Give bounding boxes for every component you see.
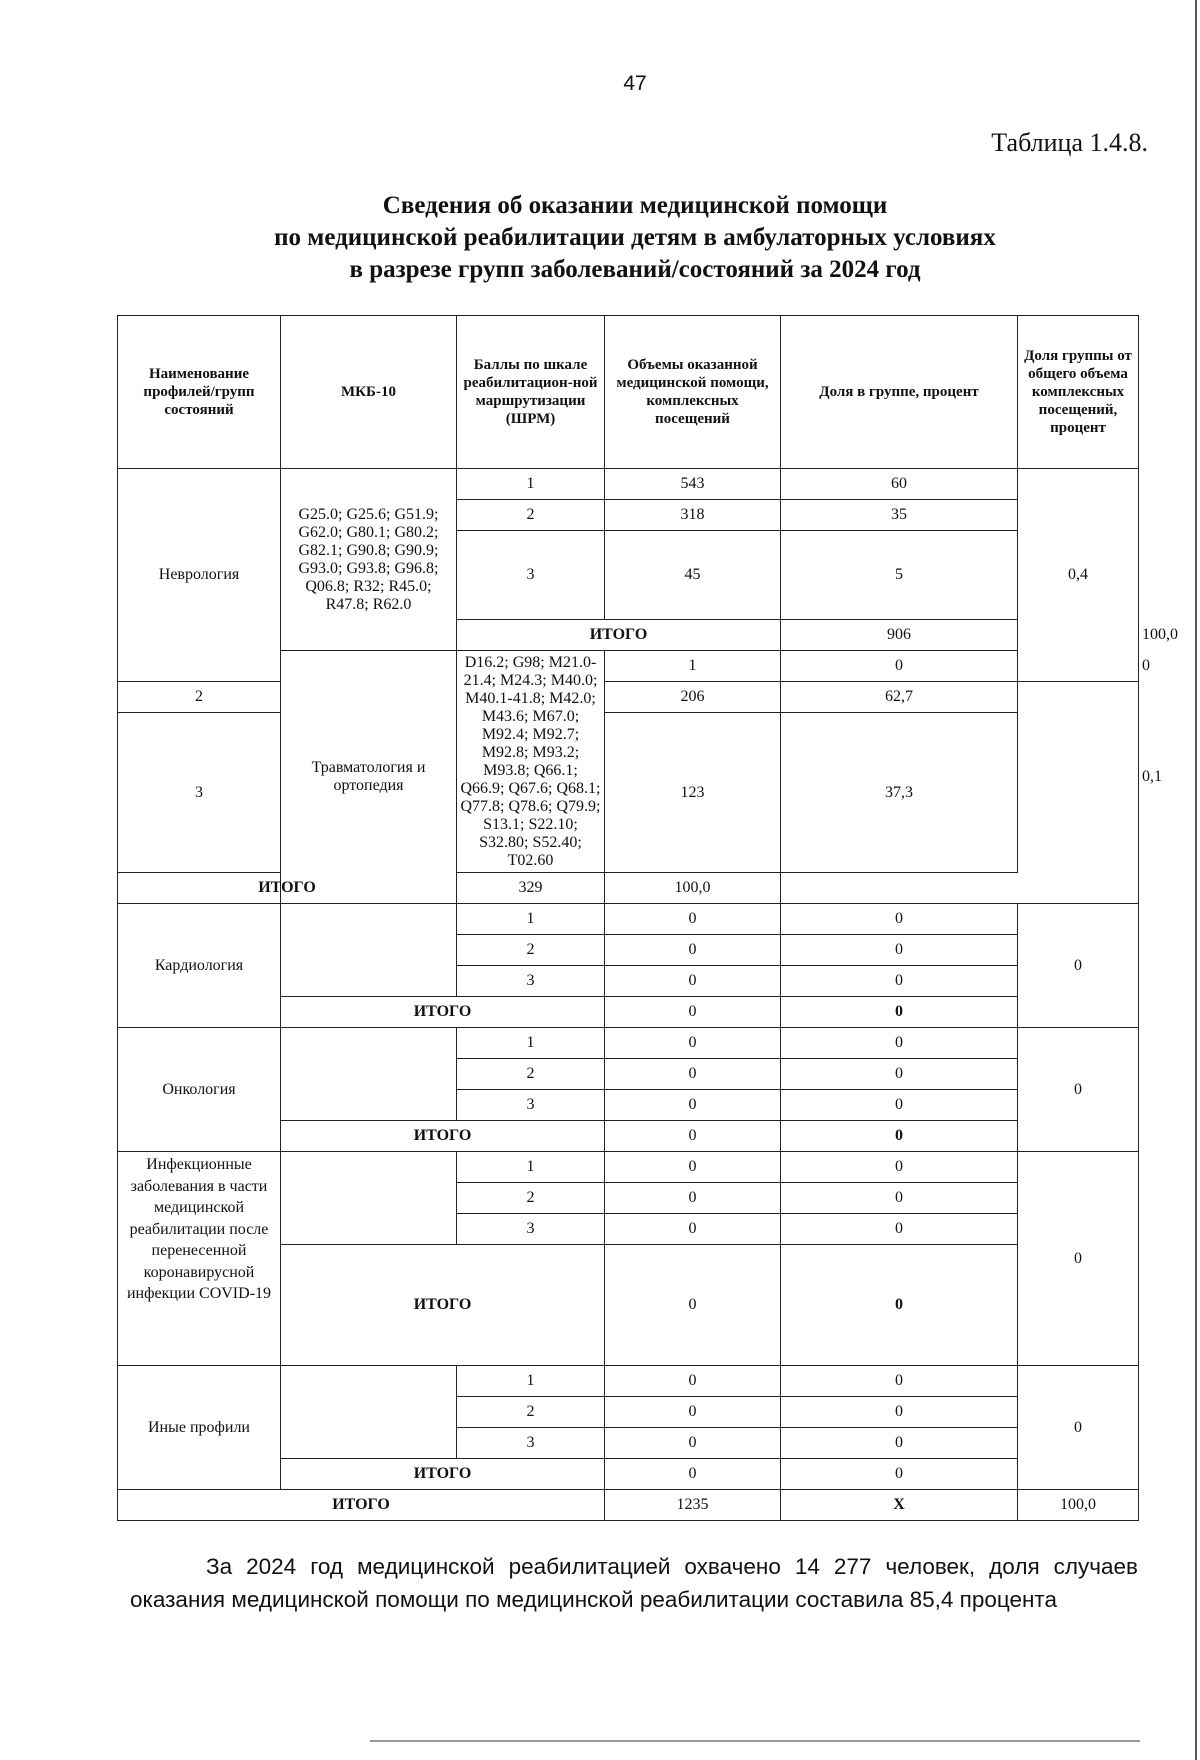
volume-cell: 45 bbox=[605, 531, 781, 620]
title-line-1: Сведения об оказании медицинской помощи bbox=[382, 192, 888, 219]
group-codes-other bbox=[281, 1366, 457, 1459]
document-title bbox=[100, 190, 1170, 286]
header-profile: Наименование профилей/групп состояний bbox=[118, 316, 281, 469]
volume-cell: 0 bbox=[605, 1028, 781, 1059]
share-cell: 0 bbox=[781, 935, 1018, 966]
header-share-group: Доля в группе, процент bbox=[781, 316, 1018, 469]
table-row bbox=[118, 469, 1139, 500]
title-line-3: в разрезе групп заболеваний/состояний за 2024 год bbox=[349, 256, 921, 283]
group-name-neurology: Неврология bbox=[118, 469, 281, 682]
header-mkb: МКБ-10 bbox=[281, 316, 457, 469]
footer-rule bbox=[370, 1740, 1140, 1742]
header-volume: Объемы оказанной медицинской помощи, комплексных посещений bbox=[605, 316, 781, 469]
itogo-label: ИТОГО bbox=[281, 997, 605, 1028]
volume-cell: 0 bbox=[781, 651, 1018, 682]
itogo-label: ИТОГО bbox=[281, 1459, 605, 1490]
total-volume-cell: 329 bbox=[457, 873, 605, 904]
total-volume-cell: 906 bbox=[781, 620, 1018, 651]
share-cell: 60 bbox=[781, 469, 1018, 500]
table-header-row bbox=[118, 316, 1139, 469]
volume-cell: 318 bbox=[605, 500, 781, 531]
volume-cell: 543 bbox=[605, 469, 781, 500]
volume-cell: 0 bbox=[605, 1397, 781, 1428]
score-cell: 1 bbox=[457, 1366, 605, 1397]
grand-total-group-share: 100,0 bbox=[1018, 1490, 1139, 1521]
table-row bbox=[118, 1366, 1139, 1397]
total-share-cell: 100,0 bbox=[605, 873, 781, 904]
group-share-other: 0 bbox=[1018, 1366, 1139, 1490]
share-cell: 0 bbox=[781, 1090, 1018, 1121]
share-cell: 0 bbox=[781, 1028, 1018, 1059]
score-cell: 3 bbox=[118, 713, 281, 873]
total-volume-cell: 0 bbox=[605, 1245, 781, 1366]
score-cell: 1 bbox=[457, 1028, 605, 1059]
itogo-label: ИТОГО bbox=[457, 620, 781, 651]
score-cell: 3 bbox=[457, 1090, 605, 1121]
share-cell: 35 bbox=[781, 500, 1018, 531]
header-share-total: Доля группы от общего объема комплексных посещений, процент bbox=[1018, 316, 1139, 469]
group-codes-cardiology bbox=[281, 904, 457, 997]
total-volume-cell: 0 bbox=[605, 997, 781, 1028]
score-cell: 1 bbox=[457, 469, 605, 500]
score-cell: 1 bbox=[457, 1152, 605, 1183]
volume-cell: 0 bbox=[605, 1090, 781, 1121]
volume-cell: 0 bbox=[605, 1366, 781, 1397]
share-cell: 0 bbox=[781, 1366, 1018, 1397]
header-shrm: Баллы по шкале реабилитацион-ной маршрутизации (ШРМ) bbox=[457, 316, 605, 469]
volume-cell: 206 bbox=[605, 682, 781, 713]
table-row-total: ИТОГО 906 100,0 bbox=[118, 620, 1139, 651]
itogo-label: ИТОГО bbox=[281, 1245, 605, 1366]
closing-paragraph: За 2024 год медицинской реабилитацией охвачено 14 277 человек, доля случаев оказания медицинской помощи по медицинской реабилитации составила 85,4 процента bbox=[130, 1554, 1138, 1612]
volume-cell: 0 bbox=[605, 966, 781, 997]
score-cell: 2 bbox=[457, 1183, 605, 1214]
itogo-label: ИТОГО bbox=[118, 873, 457, 904]
table-row bbox=[118, 1028, 1139, 1059]
group-share-covid: 0 bbox=[1018, 1152, 1139, 1366]
share-cell: 5 bbox=[781, 531, 1018, 620]
score-cell: 1 bbox=[457, 904, 605, 935]
table-row: Травматология и ортопедия D16.2; G98; M21.0-21.4; M24.3; M40.0; M40.1-41.8; M42.0; M43.6; M67.0; M92.4; M92.7; M92.8; M93.2; M93.8; Q66.1; Q66.9; Q67.6; Q68.1; Q77.8; Q78.6; Q79.9; S13.1; S22.10; S32.80; S52.40; T02.60 1 0 0 0,1 bbox=[118, 651, 1139, 682]
volume-cell: 0 bbox=[605, 1183, 781, 1214]
score-cell: 3 bbox=[457, 966, 605, 997]
score-cell: 2 bbox=[457, 1397, 605, 1428]
total-share-cell: 0 bbox=[781, 1459, 1018, 1490]
page-edge-line bbox=[1195, 0, 1197, 1760]
table-row-total bbox=[118, 873, 1139, 904]
page-number: 47 bbox=[623, 72, 647, 95]
rehabilitation-table bbox=[117, 315, 1178, 1521]
group-share-neurology: 0,4 bbox=[1018, 469, 1139, 682]
group-name-cardiology: Кардиология bbox=[118, 904, 281, 1028]
table-label: Таблица 1.4.8. bbox=[991, 128, 1148, 157]
total-volume-cell: 0 bbox=[605, 1121, 781, 1152]
score-cell: 3 bbox=[457, 1428, 605, 1459]
table-row-grand-total bbox=[118, 1490, 1139, 1521]
grand-total-volume: 1235 bbox=[605, 1490, 781, 1521]
volume-cell: 0 bbox=[605, 1428, 781, 1459]
group-codes-neurology: G25.0; G25.6; G51.9; G62.0; G80.1; G80.2; G82.1; G90.8; G90.9; G93.0; G93.8; G96.8; Q06.8; R32; R45.0; R47.8; R62.0 bbox=[281, 469, 457, 651]
title-line-2: по медицинской реабилитации детям в амбулаторных условиях bbox=[274, 224, 996, 251]
group-share-cardiology: 0 bbox=[1018, 904, 1139, 1028]
share-cell: 0 bbox=[781, 1152, 1018, 1183]
volume-cell: 0 bbox=[605, 1059, 781, 1090]
group-name-oncology: Онкология bbox=[118, 1028, 281, 1152]
volume-cell: 123 bbox=[605, 713, 781, 873]
share-cell: 62,7 bbox=[781, 682, 1018, 713]
score-cell: 2 bbox=[457, 935, 605, 966]
itogo-label: ИТОГО bbox=[281, 1121, 605, 1152]
grand-total-label: ИТОГО bbox=[118, 1490, 605, 1521]
total-share-cell: 0 bbox=[781, 997, 1018, 1028]
score-cell: 2 bbox=[457, 500, 605, 531]
table-row bbox=[118, 713, 1139, 873]
table-row bbox=[118, 1152, 1139, 1183]
share-cell: 0 bbox=[781, 966, 1018, 997]
group-codes-traumatology: D16.2; G98; M21.0-21.4; M24.3; M40.0; M40.1-41.8; M42.0; M43.6; M67.0; M92.4; M92.7; M92.8; M93.2; M93.8; Q66.1; Q66.9; Q67.6; Q68.1; Q77.8; Q78.6; Q79.9; S13.1; S22.10; S32.80; S52.40; T02.60 bbox=[457, 651, 605, 873]
grand-total-share: Х bbox=[781, 1490, 1018, 1521]
table-row bbox=[118, 904, 1139, 935]
table-row bbox=[118, 682, 1139, 713]
group-name-traumatology: Травматология и ортопедия bbox=[281, 651, 457, 904]
total-volume-cell: 0 bbox=[605, 1459, 781, 1490]
share-cell: 0 bbox=[781, 904, 1018, 935]
volume-cell: 0 bbox=[605, 935, 781, 966]
share-cell: 0 bbox=[781, 1183, 1018, 1214]
group-name-other: Иные профили bbox=[118, 1366, 281, 1490]
total-share-cell: 0 bbox=[781, 1121, 1018, 1152]
share-cell: 0 bbox=[781, 1397, 1018, 1428]
score-cell: 2 bbox=[118, 682, 281, 713]
score-cell: 3 bbox=[457, 531, 605, 620]
share-cell: 37,3 bbox=[781, 713, 1018, 873]
group-name-covid: Инфекционные заболевания в части медицинской реабилитации после перенесенной коронавирусной инфекции COVID-19 bbox=[118, 1152, 281, 1366]
volume-cell: 0 bbox=[605, 1214, 781, 1245]
share-cell: 0 bbox=[781, 1214, 1018, 1245]
share-cell: 0 bbox=[781, 1059, 1018, 1090]
group-codes-oncology bbox=[281, 1028, 457, 1121]
group-share-oncology: 0 bbox=[1018, 1028, 1139, 1152]
total-share-cell: 0 bbox=[781, 1245, 1018, 1366]
score-cell: 3 bbox=[457, 1214, 605, 1245]
volume-cell: 0 bbox=[605, 1152, 781, 1183]
score-cell: 2 bbox=[457, 1059, 605, 1090]
share-cell: 0 bbox=[781, 1428, 1018, 1459]
score-cell: 1 bbox=[605, 651, 781, 682]
volume-cell: 0 bbox=[605, 904, 781, 935]
group-codes-covid bbox=[281, 1152, 457, 1245]
